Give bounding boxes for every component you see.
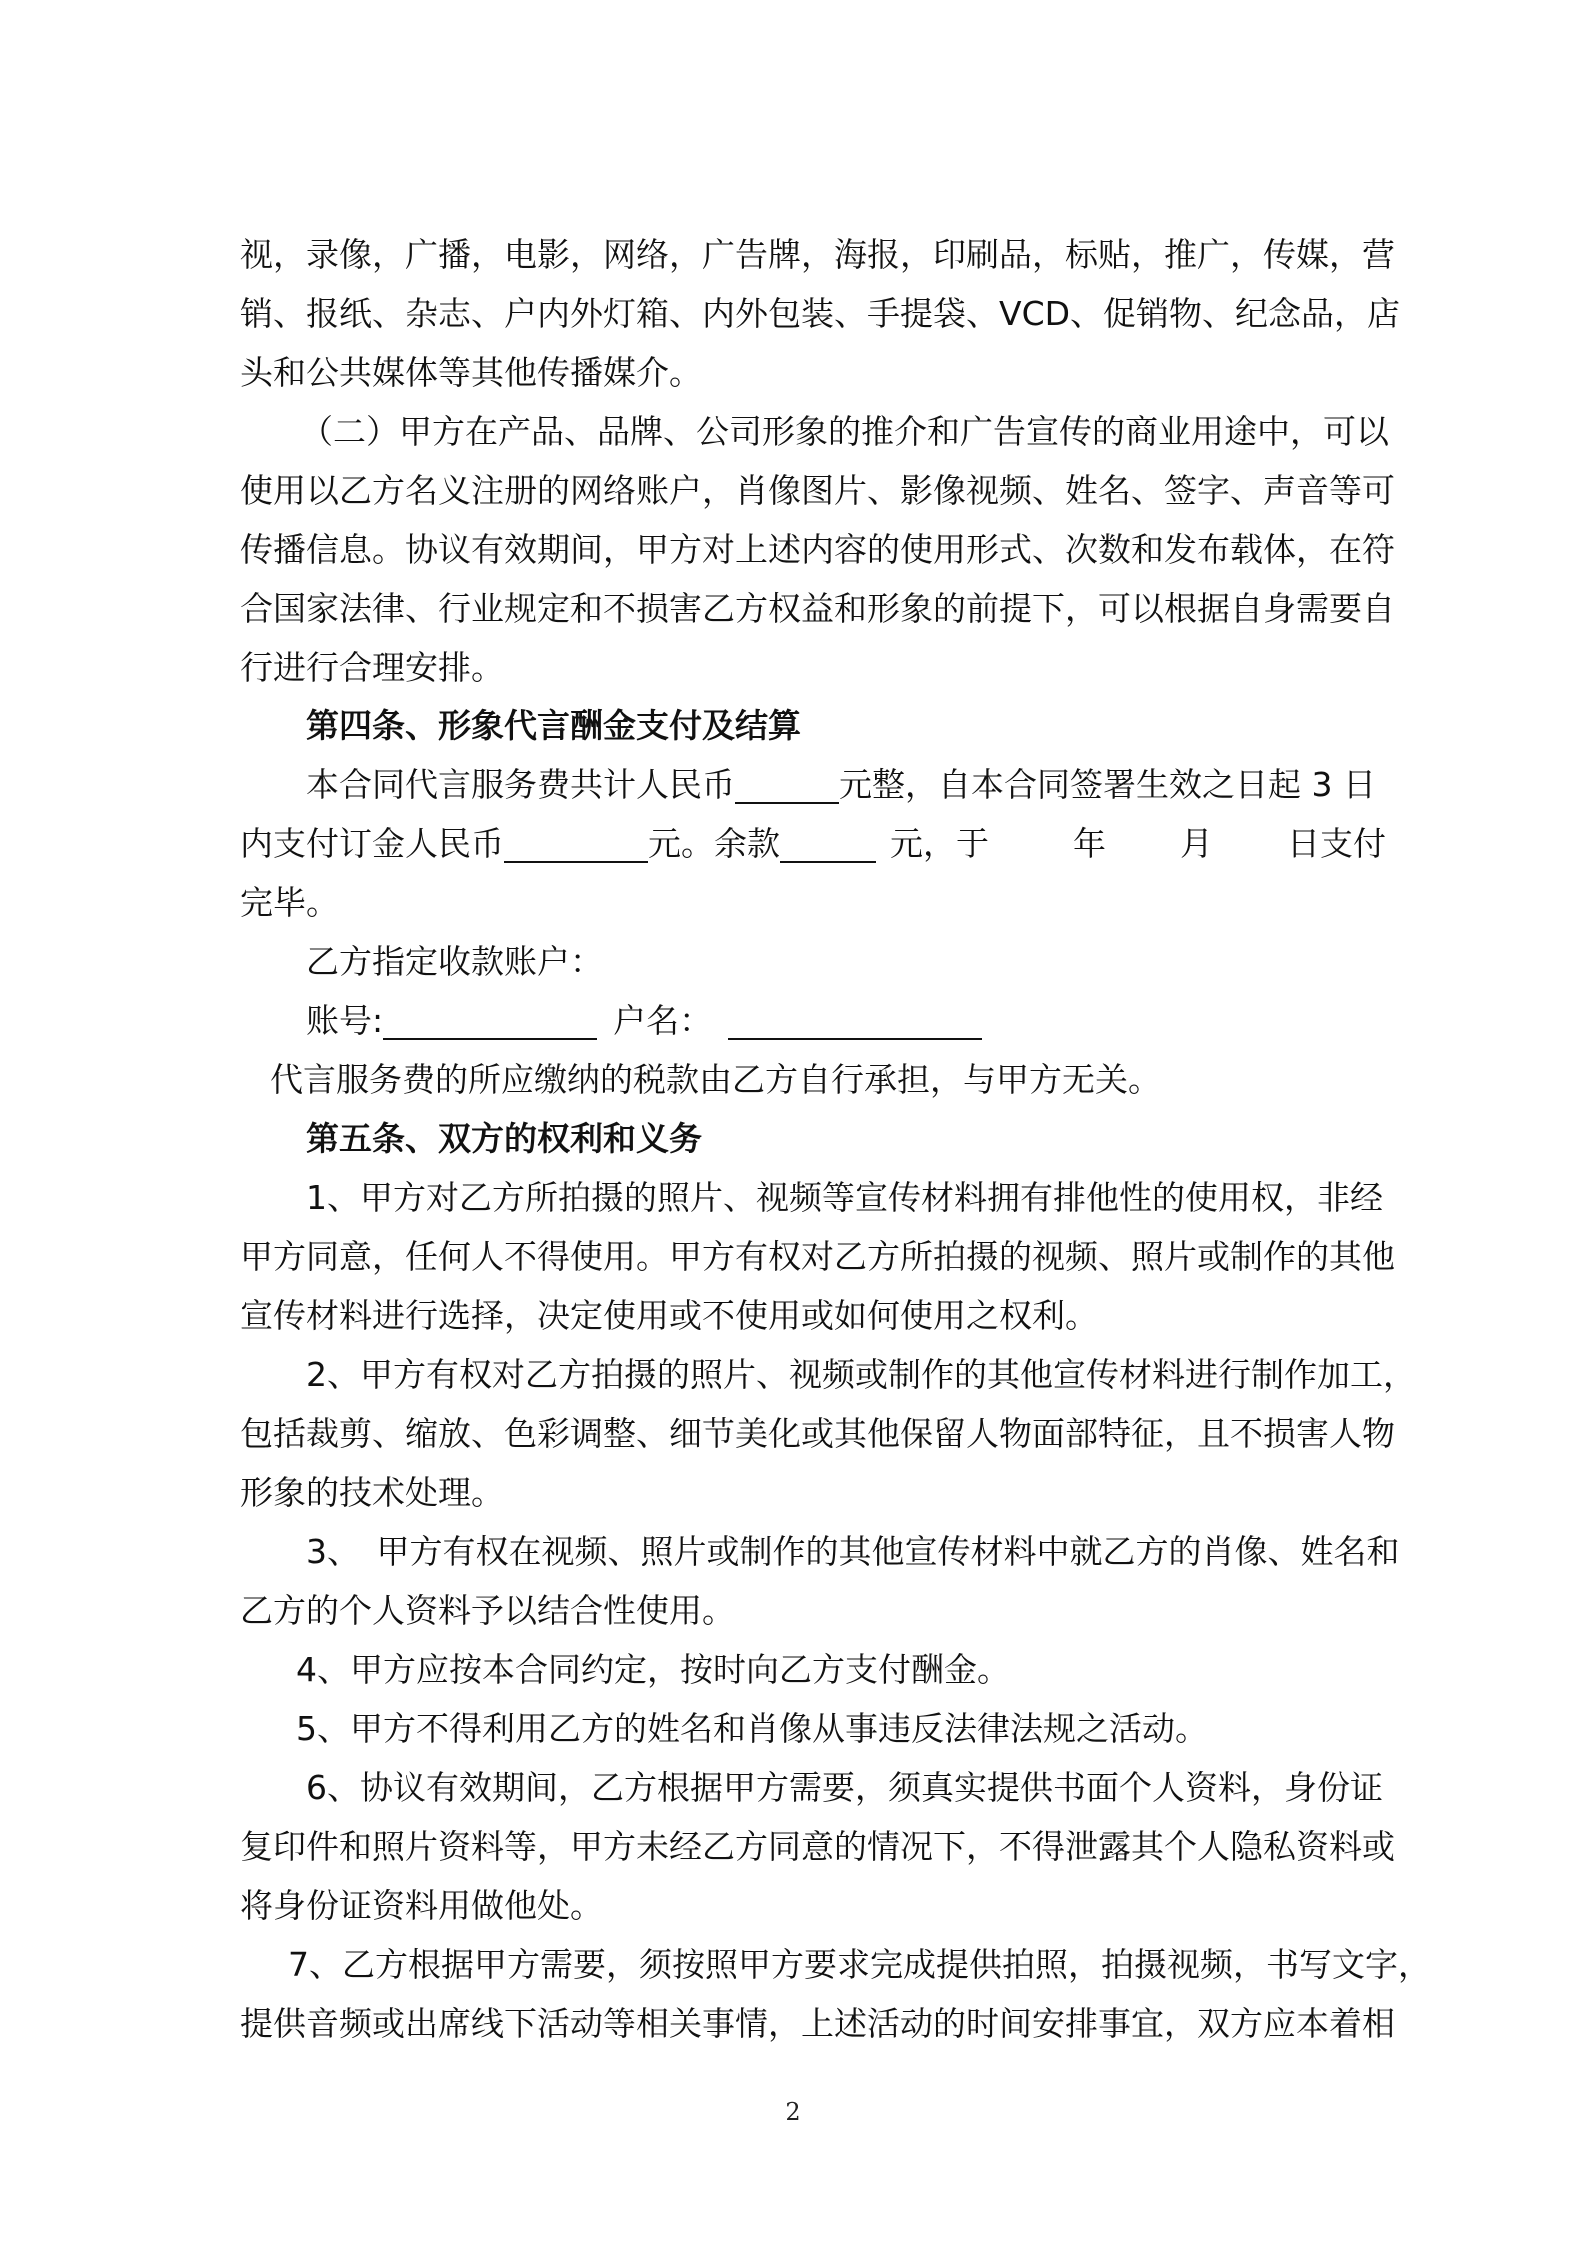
fee-text: 元整，自本合同签署生效之日起 3 日 [839, 765, 1376, 804]
body-text-line: 3、 甲方有权在视频、照片或制作的其他宣传材料中就乙方的肖像、姓名和 [306, 1532, 1400, 1571]
body-text-line: 6、协议有效期间，乙方根据甲方需要，须真实提供书面个人资料，身份证 [306, 1768, 1383, 1807]
page-number: 2 [785, 2098, 801, 2126]
article-5-heading: 第五条、双方的权利和义务 [306, 1119, 702, 1158]
body-text-line: 甲方同意，任何人不得使用。甲方有权对乙方所拍摄的视频、照片或制作的其他 [240, 1237, 1395, 1276]
balance-amount-blank [780, 821, 876, 863]
month-label: 月 [1180, 824, 1213, 863]
day-label: 日支付 [1287, 824, 1386, 863]
body-text-line: 4、甲方应按本合同约定，按时向乙方支付酬金。 [296, 1650, 1010, 1689]
fee-text: 本合同代言服务费共计人民币 [306, 765, 735, 804]
body-text-line: 传播信息。协议有效期间，甲方对上述内容的使用形式、次数和发布载体，在符 [240, 530, 1395, 569]
body-text-line: 7、乙方根据甲方需要，须按照甲方要求完成提供拍照，拍摄视频，书写文字， [288, 1945, 1431, 1984]
account-heading: 乙方指定收款账户： [306, 942, 603, 981]
body-text-line: 提供音频或出席线下活动等相关事情，上述活动的时间安排事宜，双方应本着相 [240, 2004, 1395, 2043]
body-text-line: 复印件和照片资料等，甲方未经乙方同意的情况下，不得泄露其个人隐私资料或 [240, 1827, 1395, 1866]
deposit-line [240, 815, 1386, 873]
body-text-line: 宣传材料进行选择，决定使用或不使用或如何使用之权利。 [240, 1296, 1098, 1335]
body-text-line: （二）甲方在产品、品牌、公司形象的推介和广告宣传的商业用途中，可以 [300, 412, 1389, 451]
deposit-text: 元。余款 [648, 824, 780, 863]
deposit-text: 元，于 [890, 824, 989, 863]
account-number-blank [383, 998, 597, 1040]
fee-amount-blank [735, 762, 839, 804]
body-text-line: 使用以乙方名义注册的网络账户，肖像图片、影像视频、姓名、签字、声音等可 [240, 471, 1395, 510]
body-text-line: 合国家法律、行业规定和不损害乙方权益和形象的前提下，可以根据自身需要自 [240, 589, 1395, 628]
body-text-line: 包括裁剪、缩放、色彩调整、细节美化或其他保留人物面部特征，且不损害人物 [240, 1414, 1395, 1453]
body-text-line: 5、甲方不得利用乙方的姓名和肖像从事违反法律法规之活动。 [296, 1709, 1208, 1748]
deposit-amount-blank [504, 821, 648, 863]
account-name-blank [728, 998, 982, 1040]
body-text-line: 1、甲方对乙方所拍摄的照片、视频等宣传材料拥有排他性的使用权，非经 [306, 1178, 1383, 1217]
tax-note: 代言服务费的所应缴纳的税款由乙方自行承担，与甲方无关。 [270, 1060, 1161, 1099]
article-4-heading: 第四条、形象代言酬金支付及结算 [306, 706, 801, 745]
account-line [306, 992, 1416, 1050]
body-text-line: 销、报纸、杂志、户内外灯箱、内外包装、手提袋、VCD、促销物、纪念品，店 [240, 294, 1401, 333]
account-name-label: 户名： [613, 1001, 713, 1040]
account-number-label: 账号: [306, 1001, 384, 1040]
body-text-line: 视，录像，广播，电影，网络，广告牌，海报，印刷品，标贴，推广，传媒，营 [240, 235, 1395, 274]
body-text-line: 将身份证资料用做他处。 [240, 1886, 603, 1925]
body-text-line: 完毕。 [240, 883, 339, 922]
body-text-line: 头和公共媒体等其他传播媒介。 [240, 353, 702, 392]
body-text-line: 形象的技术处理。 [240, 1473, 504, 1512]
fee-line [306, 756, 1376, 814]
body-text-line: 行进行合理安排。 [240, 648, 504, 687]
body-text-line: 乙方的个人资料予以结合性使用。 [240, 1591, 735, 1630]
year-label: 年 [1073, 824, 1106, 863]
deposit-text: 内支付订金人民币 [240, 824, 504, 863]
body-text-line: 2、甲方有权对乙方拍摄的照片、视频或制作的其他宣传材料进行制作加工， [306, 1355, 1416, 1394]
